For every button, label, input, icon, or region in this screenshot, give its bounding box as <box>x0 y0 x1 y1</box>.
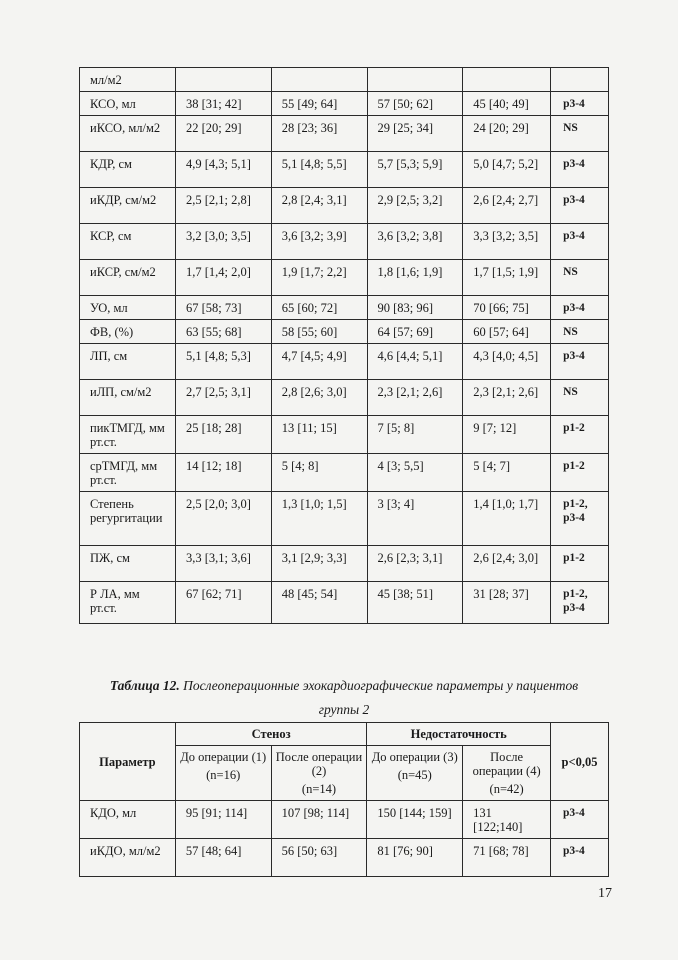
value-cell: 2,7 [2,5; 3,1] <box>175 380 271 416</box>
param-cell: ФВ, (%) <box>80 320 176 344</box>
page-number: 17 <box>598 886 612 901</box>
value-cell: 45 [38; 51] <box>367 582 463 624</box>
value-cell: 1,9 [1,7; 2,2] <box>271 260 367 296</box>
p-value-cell: NS <box>551 320 609 344</box>
subheader-n: (n=16) <box>206 768 241 782</box>
value-cell: 28 [23; 36] <box>271 116 367 152</box>
value-cell: 1,7 [1,4; 2,0] <box>175 260 271 296</box>
value-cell: 65 [60; 72] <box>271 296 367 320</box>
table-12 <box>79 722 609 877</box>
param-cell: иКДО, мл/м2 <box>80 839 176 877</box>
subheader-label: До операции (1) <box>180 750 267 764</box>
header-group-insufficiency: Недостаточность <box>367 723 551 746</box>
value-cell: 3,1 [2,9; 3,3] <box>271 546 367 582</box>
table-row <box>80 188 609 224</box>
value-cell: 22 [20; 29] <box>175 116 271 152</box>
value-cell: 60 [57; 64] <box>463 320 551 344</box>
param-cell: КСО, мл <box>80 92 176 116</box>
p-value-cell: p3-4 <box>551 224 609 260</box>
subheader-n: (n=45) <box>397 768 432 782</box>
value-cell: 2,6 [2,4; 2,7] <box>463 188 551 224</box>
value-cell: 4 [3; 5,5] <box>367 454 463 492</box>
param-cell: Р ЛА, мм рт.ст. <box>80 582 176 624</box>
value-cell: 58 [55; 60] <box>271 320 367 344</box>
value-cell: 9 [7; 12] <box>463 416 551 454</box>
param-cell: мл/м2 <box>80 68 176 92</box>
value-cell <box>175 68 271 92</box>
value-cell: 5,1 [4,8; 5,5] <box>271 152 367 188</box>
p-value-cell: NS <box>551 116 609 152</box>
subheader-cell <box>367 746 463 801</box>
value-cell: 5,0 [4,7; 5,2] <box>463 152 551 188</box>
table-caption <box>79 678 609 694</box>
value-cell: 48 [45; 54] <box>271 582 367 624</box>
param-cell: КДО, мл <box>80 801 176 839</box>
subheader-label: До операции (3) <box>371 750 458 764</box>
value-cell: 4,3 [4,0; 4,5] <box>463 344 551 380</box>
p-value-cell: p1-2, p3-4 <box>551 582 609 624</box>
value-cell: 2,9 [2,5; 3,2] <box>367 188 463 224</box>
p-value-cell: p1-2, p3-4 <box>551 492 609 546</box>
value-cell: 3,2 [3,0; 3,5] <box>175 224 271 260</box>
value-cell: 3 [3; 4] <box>367 492 463 546</box>
subheader-n: (n=42) <box>489 782 524 796</box>
p-value-cell: p1-2 <box>551 546 609 582</box>
param-cell: иКСО, мл/м2 <box>80 116 176 152</box>
subheader-label: После операции (2) <box>275 750 363 778</box>
value-cell: 45 [40; 49] <box>463 92 551 116</box>
subheader-n: (n=14) <box>301 782 337 796</box>
table-row <box>80 839 609 877</box>
value-cell: 2,6 [2,3; 3,1] <box>367 546 463 582</box>
param-cell: иКДР, см/м2 <box>80 188 176 224</box>
subheader-cell <box>463 746 551 801</box>
p-value-cell: NS <box>551 260 609 296</box>
header-p-value: p<0,05 <box>551 723 609 801</box>
value-cell: 7 [5; 8] <box>367 416 463 454</box>
p-value-cell: p1-2 <box>551 416 609 454</box>
value-cell <box>463 68 551 92</box>
value-cell: 57 [48; 64] <box>175 839 271 877</box>
value-cell: 24 [20; 29] <box>463 116 551 152</box>
p-value-cell: p3-4 <box>551 152 609 188</box>
value-cell: 29 [25; 34] <box>367 116 463 152</box>
table-row <box>80 92 609 116</box>
table-row <box>80 260 609 296</box>
value-cell: 2,6 [2,4; 3,0] <box>463 546 551 582</box>
table-row <box>80 380 609 416</box>
value-cell: 81 [76; 90] <box>367 839 463 877</box>
value-cell: 2,5 [2,1; 2,8] <box>175 188 271 224</box>
table-row <box>80 296 609 320</box>
table-11-continuation <box>79 67 609 624</box>
p-value-cell: p3-4 <box>551 188 609 224</box>
value-cell: 1,8 [1,6; 1,9] <box>367 260 463 296</box>
p-value-cell: p3-4 <box>551 801 609 839</box>
value-cell: 5 [4; 8] <box>271 454 367 492</box>
value-cell: 67 [62; 71] <box>175 582 271 624</box>
table-row <box>80 582 609 624</box>
value-cell: 2,3 [2,1; 2,6] <box>463 380 551 416</box>
value-cell: 3,3 [3,2; 3,5] <box>463 224 551 260</box>
value-cell: 67 [58; 73] <box>175 296 271 320</box>
header-group-stenosis: Стеноз <box>175 723 367 746</box>
value-cell: 131 [122;140] <box>463 801 551 839</box>
param-cell: пикТМГД, мм рт.ст. <box>80 416 176 454</box>
param-cell: ЛП, см <box>80 344 176 380</box>
table-row <box>80 344 609 380</box>
value-cell: 64 [57; 69] <box>367 320 463 344</box>
table-caption-line2: группы 2 <box>318 702 370 717</box>
value-cell: 5,1 [4,8; 5,3] <box>175 344 271 380</box>
p-value-cell <box>551 68 609 92</box>
value-cell: 4,6 [4,4; 5,1] <box>367 344 463 380</box>
param-cell: КДР, см <box>80 152 176 188</box>
param-cell: ПЖ, см <box>80 546 176 582</box>
value-cell: 5 [4; 7] <box>463 454 551 492</box>
p-value-cell: p3-4 <box>551 344 609 380</box>
value-cell: 2,8 [2,6; 3,0] <box>271 380 367 416</box>
value-cell: 14 [12; 18] <box>175 454 271 492</box>
value-cell: 1,7 [1,5; 1,9] <box>463 260 551 296</box>
table-row <box>80 68 609 92</box>
value-cell: 13 [11; 15] <box>271 416 367 454</box>
param-cell: УО, мл <box>80 296 176 320</box>
value-cell <box>367 68 463 92</box>
value-cell: 3,3 [3,1; 3,6] <box>175 546 271 582</box>
table-caption-text: Послеоперационные эхокардиографические параметры у пациентов <box>179 678 579 693</box>
table-row <box>80 116 609 152</box>
param-cell: срТМГД, мм рт.ст. <box>80 454 176 492</box>
value-cell: 5,7 [5,3; 5,9] <box>367 152 463 188</box>
p-value-cell: p3-4 <box>551 296 609 320</box>
value-cell: 150 [144; 159] <box>367 801 463 839</box>
value-cell: 107 [98; 114] <box>271 801 367 839</box>
value-cell: 1,4 [1,0; 1,7] <box>463 492 551 546</box>
value-cell: 4,9 [4,3; 5,1] <box>175 152 271 188</box>
value-cell: 57 [50; 62] <box>367 92 463 116</box>
value-cell: 4,7 [4,5; 4,9] <box>271 344 367 380</box>
value-cell: 63 [55; 68] <box>175 320 271 344</box>
p-value-cell: p1-2 <box>551 454 609 492</box>
table-row <box>80 546 609 582</box>
table-row <box>80 152 609 188</box>
table-row <box>80 320 609 344</box>
value-cell: 2,3 [2,1; 2,6] <box>367 380 463 416</box>
param-cell: Степень регургитации <box>80 492 176 546</box>
value-cell: 38 [31; 42] <box>175 92 271 116</box>
table-row <box>80 801 609 839</box>
value-cell: 56 [50; 63] <box>271 839 367 877</box>
value-cell: 3,6 [3,2; 3,9] <box>271 224 367 260</box>
subheader-label: После операции (4) <box>472 750 541 778</box>
param-cell: иКСР, см/м2 <box>80 260 176 296</box>
value-cell: 31 [28; 37] <box>463 582 551 624</box>
p-value-cell: p3-4 <box>551 92 609 116</box>
value-cell: 2,5 [2,0; 3,0] <box>175 492 271 546</box>
value-cell: 70 [66; 75] <box>463 296 551 320</box>
value-cell: 55 [49; 64] <box>271 92 367 116</box>
subheader-cell <box>271 746 367 801</box>
value-cell: 90 [83; 96] <box>367 296 463 320</box>
subheader-cell <box>175 746 271 801</box>
value-cell: 71 [68; 78] <box>463 839 551 877</box>
table-row <box>80 416 609 454</box>
value-cell: 3,6 [3,2; 3,8] <box>367 224 463 260</box>
table-row <box>80 492 609 546</box>
param-cell: иЛП, см/м2 <box>80 380 176 416</box>
p-value-cell: p3-4 <box>551 839 609 877</box>
value-cell: 1,3 [1,0; 1,5] <box>271 492 367 546</box>
value-cell: 95 [91; 114] <box>175 801 271 839</box>
value-cell <box>271 68 367 92</box>
header-param: Параметр <box>80 723 176 801</box>
param-cell: КСР, см <box>80 224 176 260</box>
value-cell: 2,8 [2,4; 3,1] <box>271 188 367 224</box>
table-caption-label: Таблица 12. <box>109 678 180 693</box>
table-row <box>80 454 609 492</box>
value-cell: 25 [18; 28] <box>175 416 271 454</box>
p-value-cell: NS <box>551 380 609 416</box>
table-row <box>80 224 609 260</box>
